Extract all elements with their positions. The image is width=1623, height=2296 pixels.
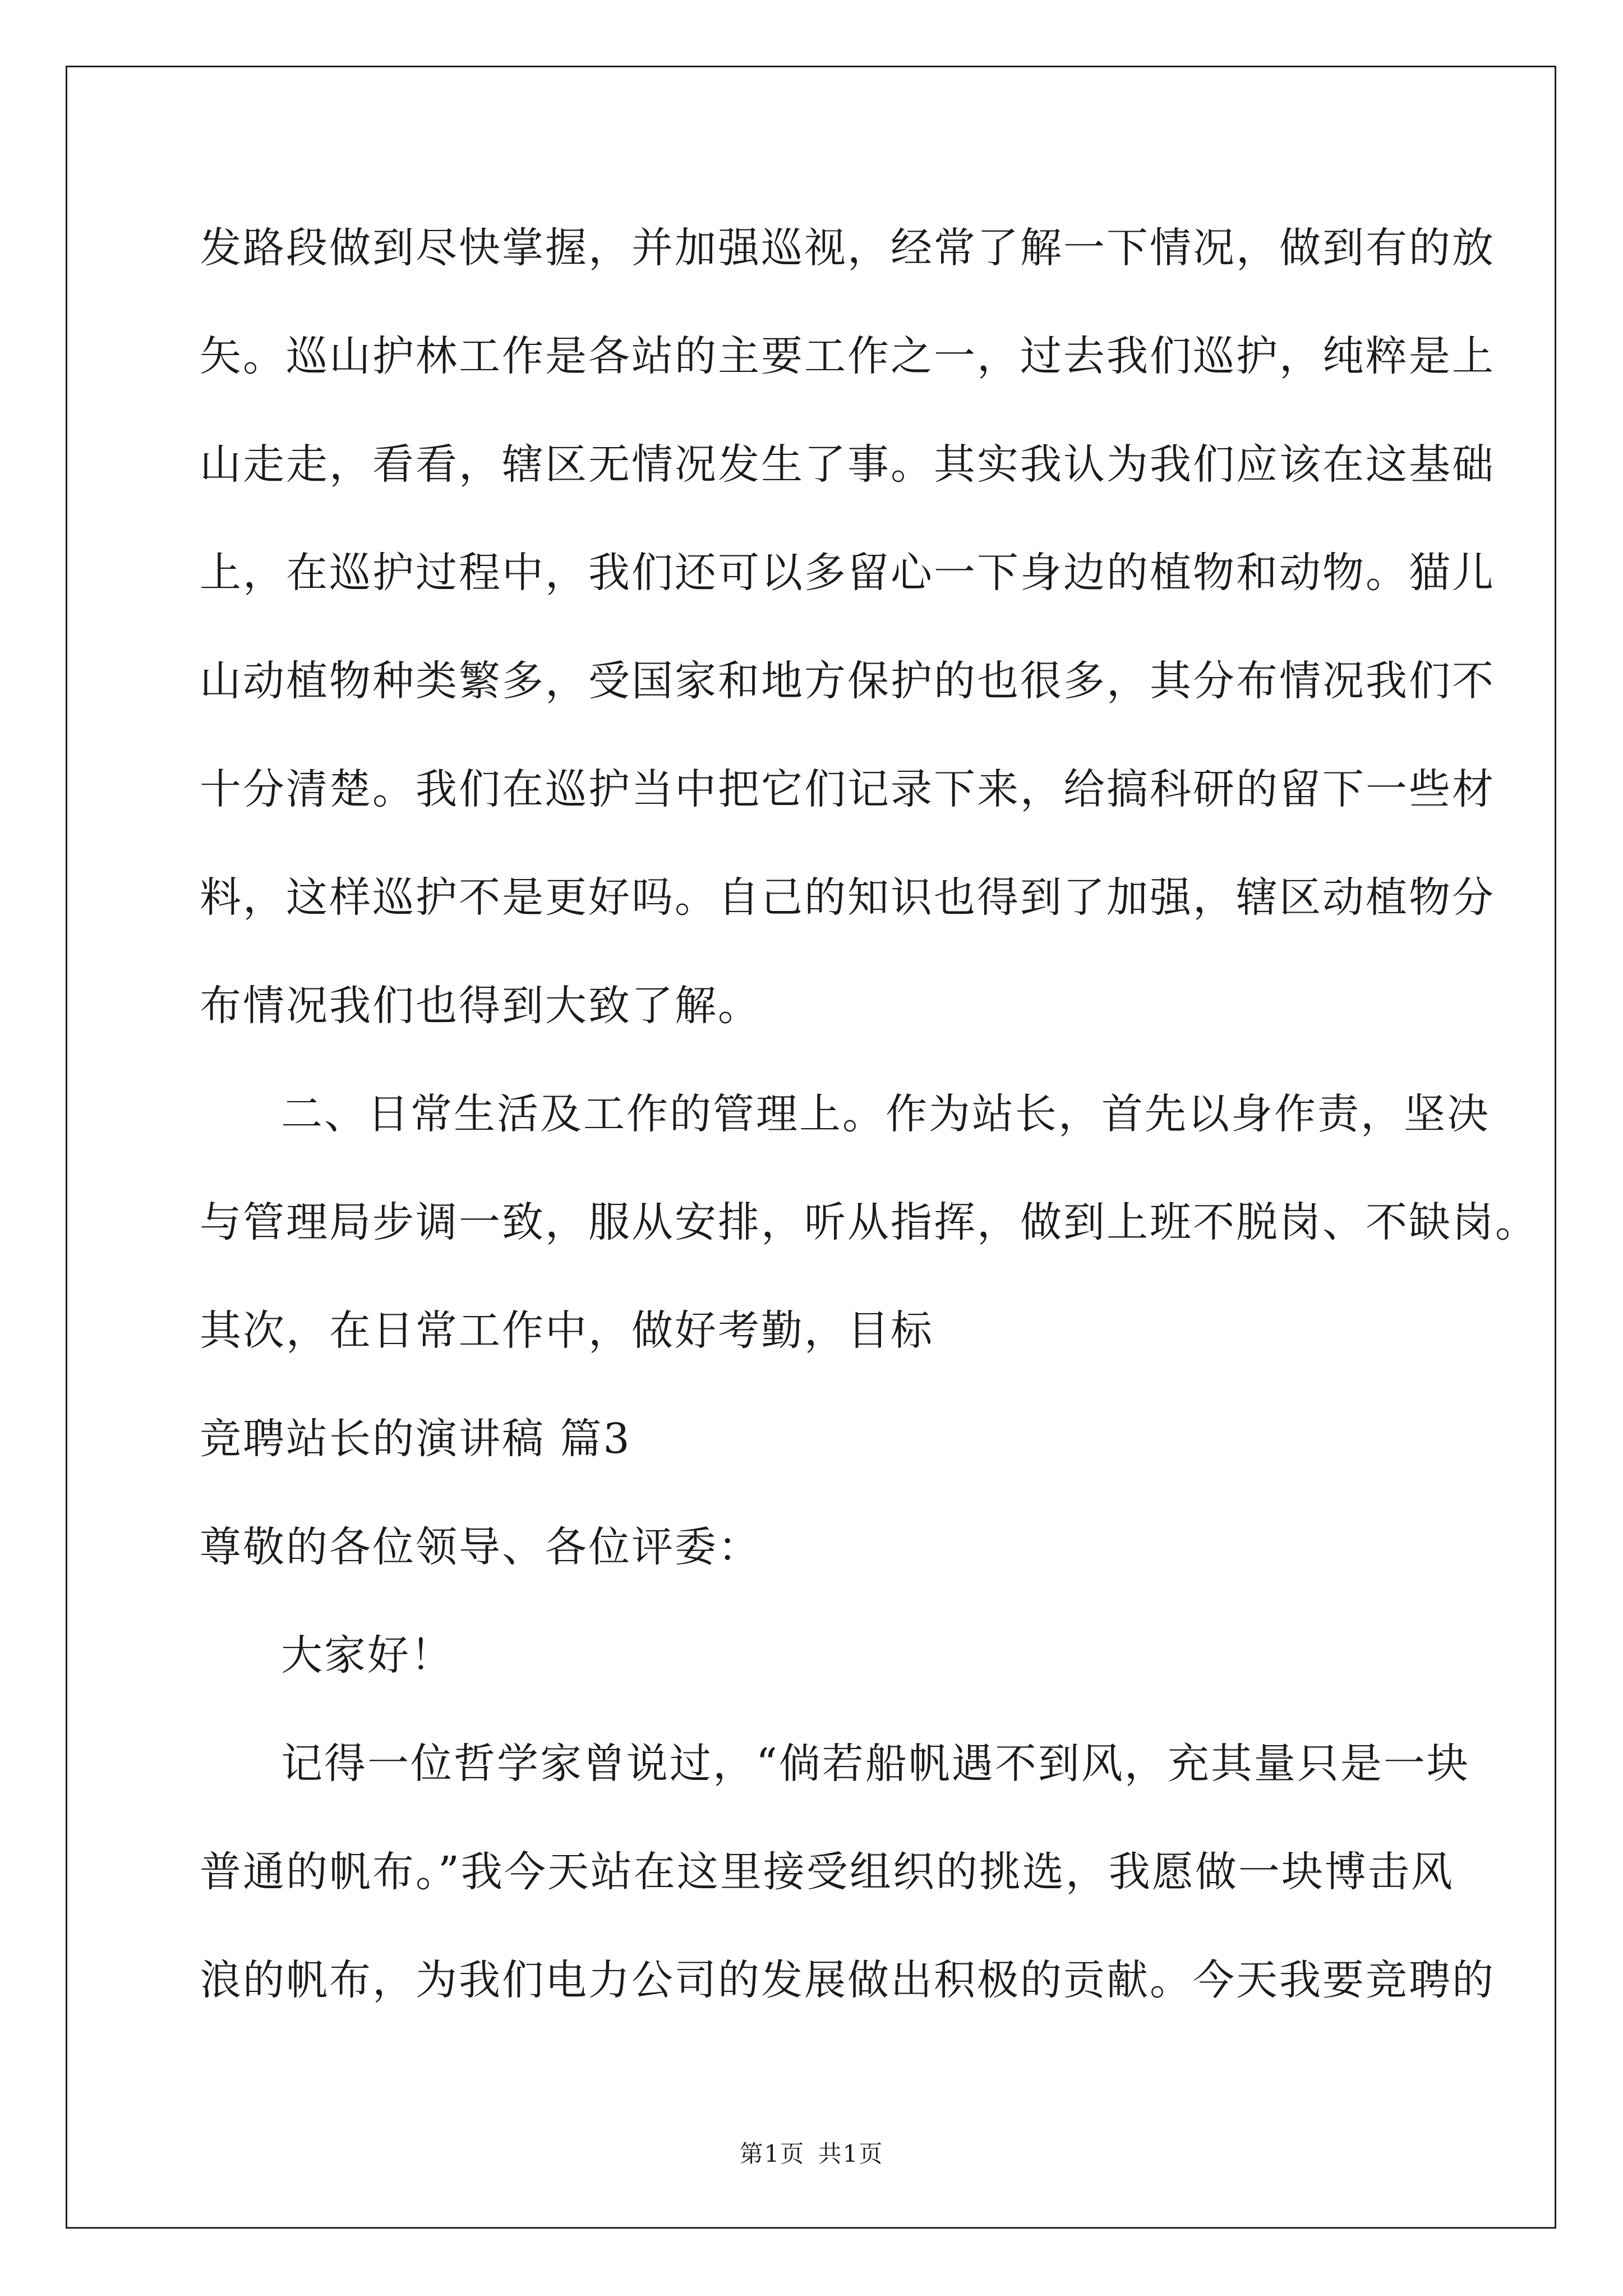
paragraph-line: 记得一位哲学家曾说过，“倘若船帆遇不到风，充其量只是一块 [281, 1740, 1470, 1788]
paragraph-line: 料，这样巡护不是更好吗。自己的知识也得到了加强，辖区动植物分 [200, 873, 1495, 922]
page-total: 共1页 [818, 2140, 884, 2168]
paragraph-line: 矢。巡山护林工作是各站的主要工作之一，过去我们巡护，纯粹是上 [200, 332, 1495, 380]
salutation: 尊敬的各位领导、各位评委： [200, 1523, 761, 1571]
paragraph-line: 发路段做到尽快掌握，并加强巡视，经常了解一下情况，做到有的放 [200, 224, 1495, 272]
paragraph-line: 上，在巡护过程中，我们还可以多留心一下身边的植物和动物。猫儿 [200, 549, 1495, 597]
paragraph-line: 其次，在日常工作中，做好考勤，目标 [200, 1306, 934, 1355]
paragraph-line: 山走走，看看，辖区无情况发生了事。其实我认为我们应该在这基础 [200, 440, 1495, 489]
page-footer [0, 2140, 1623, 2168]
paragraph-line: 普通的帆布。”我今天站在这里接受组织的挑选，我愿做一块博击风 [200, 1848, 1454, 1896]
paragraph-line: 布情况我们也得到大致了解。 [200, 982, 761, 1030]
greeting: 大家好！ [281, 1631, 454, 1680]
paragraph-line: 十分清楚。我们在巡护当中把它们记录下来，给搞科研的留下一些材 [200, 765, 1495, 813]
page-number: 第1页 [739, 2140, 805, 2168]
paragraph-line: 二、日常生活及工作的管理上。作为站长，首先以身作责，坚决 [281, 1090, 1490, 1138]
paragraph-line: 山动植物种类繁多，受国家和地方保护的也很多，其分布情况我们不 [200, 657, 1495, 705]
page-border [66, 66, 1556, 2229]
section-heading: 竞聘站长的演讲稿 篇3 [200, 1415, 631, 1463]
paragraph-line: 与管理局步调一致，服从安排，听从指挥，做到上班不脱岗、不缺岗。 [200, 1198, 1538, 1246]
paragraph-line: 浪的帆布，为我们电力公司的发展做出积极的贡献。今天我要竞聘的 [200, 1956, 1495, 2004]
